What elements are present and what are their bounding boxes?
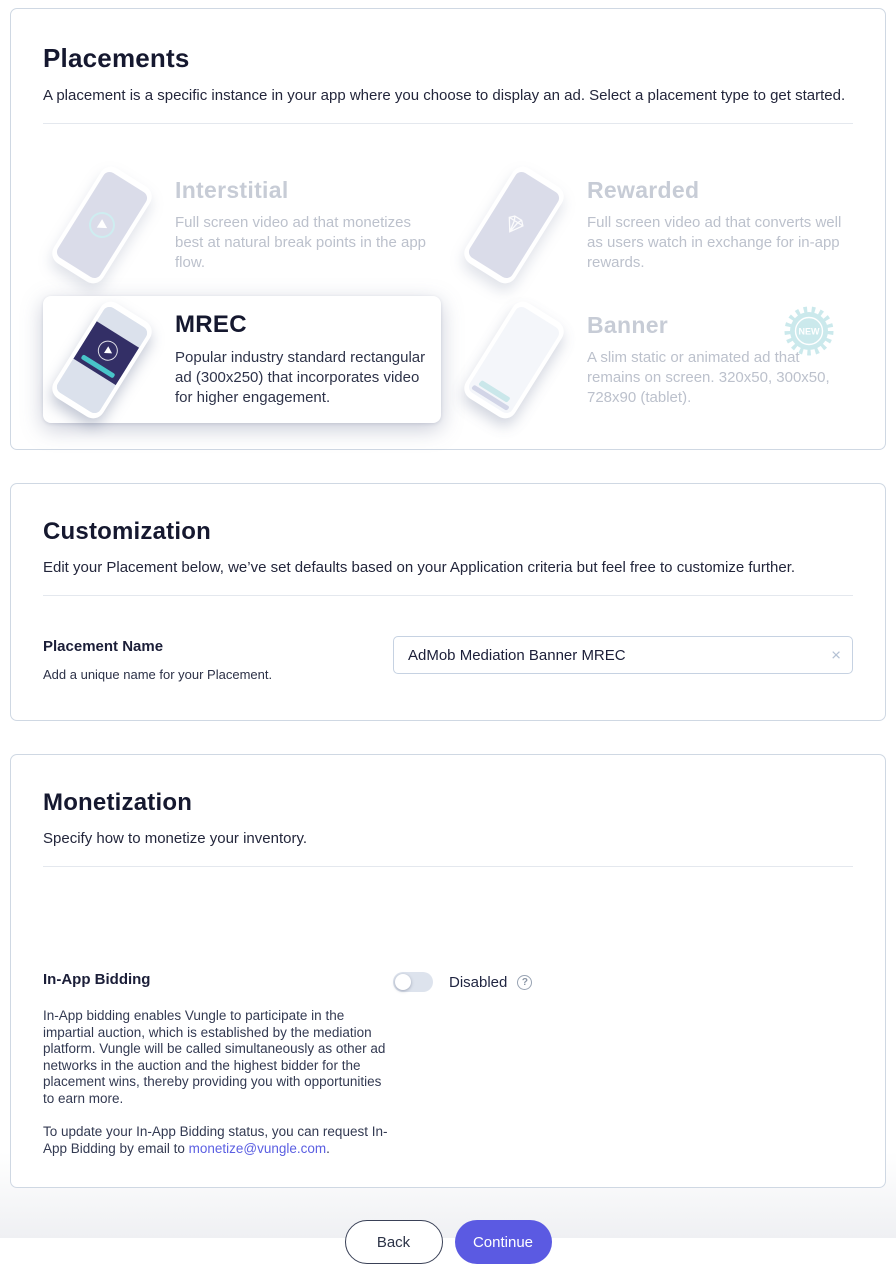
rewarded-phone-illustration xyxy=(455,173,585,277)
in-app-bidding-note xyxy=(43,1124,393,1157)
placement-type-name: Banner xyxy=(587,311,669,338)
banner-phone-illustration xyxy=(455,308,585,412)
placement-type-description: Popular industry standard rectangular ad (300x250) that incorporates video for higher engagement. xyxy=(175,349,426,406)
placement-name-helper: Add a unique name for your Placement. xyxy=(43,667,273,682)
placement-type-grid xyxy=(43,161,853,423)
in-app-bidding-label: In-App Bidding xyxy=(43,971,151,988)
gem-icon xyxy=(497,208,531,240)
customization-title: Customization xyxy=(43,518,211,545)
interstitial-phone-illustration xyxy=(43,173,173,277)
placements-card xyxy=(10,8,886,450)
new-badge xyxy=(783,305,835,357)
placement-name-label: Placement Name xyxy=(43,638,164,655)
divider xyxy=(43,595,853,596)
monetization-card xyxy=(10,754,886,1188)
continue-button[interactable]: Continue xyxy=(455,1220,552,1264)
footer-actions xyxy=(10,1220,886,1264)
placement-name-input[interactable] xyxy=(393,636,853,674)
monetization-title: Monetization xyxy=(43,789,193,816)
in-app-bidding-row xyxy=(43,971,853,1157)
divider xyxy=(43,123,853,124)
in-app-bidding-toggle[interactable] xyxy=(393,972,433,992)
note-text: To update your In-App Bidding status, you can request In-App Bidding by email to xyxy=(43,1124,388,1156)
clear-input-icon[interactable]: × xyxy=(831,645,841,665)
divider xyxy=(43,866,853,867)
help-icon[interactable]: ? xyxy=(517,975,532,990)
placement-type-description: A slim static or animated ad that remains on screen. 320x50, 300x50, 728x90 (tablet). xyxy=(587,348,830,406)
placement-name-row xyxy=(43,636,853,682)
monetization-description: Specify how to monetize your inventory. xyxy=(43,830,308,847)
back-button[interactable]: Back xyxy=(345,1220,443,1264)
placement-type-description: Full screen video ad that monetizes best at natural break points in the app flow. xyxy=(175,213,427,271)
placement-type-banner[interactable] xyxy=(455,296,853,423)
placement-type-mrec[interactable] xyxy=(43,296,441,423)
placement-type-description: Full screen video ad that converts well as users watch in exchange for in-app rewards. xyxy=(587,213,842,271)
note-suffix: . xyxy=(326,1140,330,1156)
toggle-knob xyxy=(395,974,411,990)
placement-type-name: MREC xyxy=(175,311,247,338)
placements-description: A placement is a specific instance in your app where you choose to display an ad. Select a placement type to get started. xyxy=(43,87,846,104)
customization-description: Edit your Placement below, we’ve set defaults based on your Application criteria but feel free to customize further. xyxy=(43,559,796,576)
mrec-phone-illustration xyxy=(43,308,173,412)
monetize-email-link[interactable]: monetize@vungle.com xyxy=(188,1140,327,1156)
placement-type-interstitial[interactable] xyxy=(43,161,441,288)
placement-type-rewarded[interactable] xyxy=(455,161,853,288)
new-badge-label: NEW xyxy=(798,326,820,337)
play-icon xyxy=(84,207,120,243)
placement-type-name: Interstitial xyxy=(175,176,289,203)
play-icon xyxy=(94,336,122,364)
in-app-bidding-status: Disabled xyxy=(449,973,508,991)
customization-card xyxy=(10,483,886,721)
placement-type-name: Rewarded xyxy=(587,176,700,203)
in-app-bidding-description: In-App bidding enables Vungle to participate in the impartial auction, which is established by the mediation platform. Vungle will be called simultaneously as other ad networks in the auction and the highest bidder for the placement wins, thereby providing you with opportunities to earn more. xyxy=(43,1008,386,1106)
placements-title: Placements xyxy=(43,43,190,73)
